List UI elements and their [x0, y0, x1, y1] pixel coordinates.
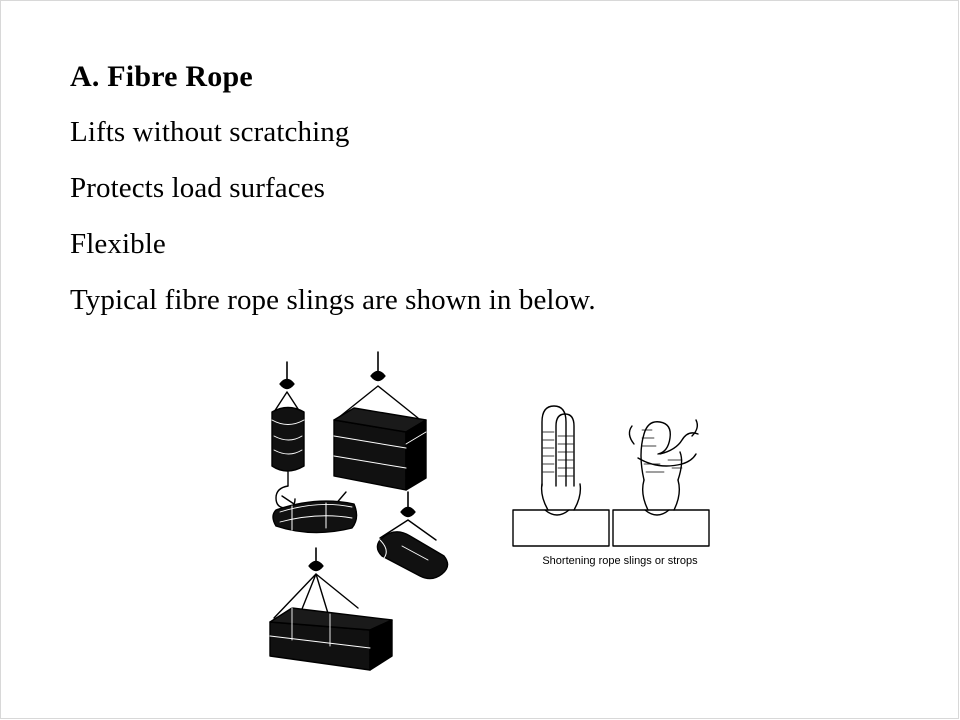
slide-text-block — [70, 62, 890, 342]
fibre-rope-sling-illustration — [230, 340, 750, 680]
bullet-item-3: Flexible — [70, 228, 166, 260]
bullet-item-4: Typical fibre rope slings are shown in below. — [70, 284, 596, 316]
load-crate-large — [334, 352, 426, 490]
shortening-sling-knotted — [613, 420, 709, 546]
figure-caption: Shortening rope slings or strops — [542, 555, 698, 567]
shortening-sling-straight — [513, 406, 609, 546]
sling-diagram-svg — [230, 340, 750, 680]
load-cylinder — [377, 492, 447, 579]
bullet-item-2: Protects load surfaces — [70, 172, 326, 204]
load-drum-upright — [272, 362, 304, 471]
page-title: A. Fibre Rope — [70, 60, 253, 93]
bullet-item-1: Lifts without scratching — [70, 116, 350, 148]
load-crate-bottom — [270, 548, 392, 670]
load-pipe-bundle — [273, 492, 357, 533]
